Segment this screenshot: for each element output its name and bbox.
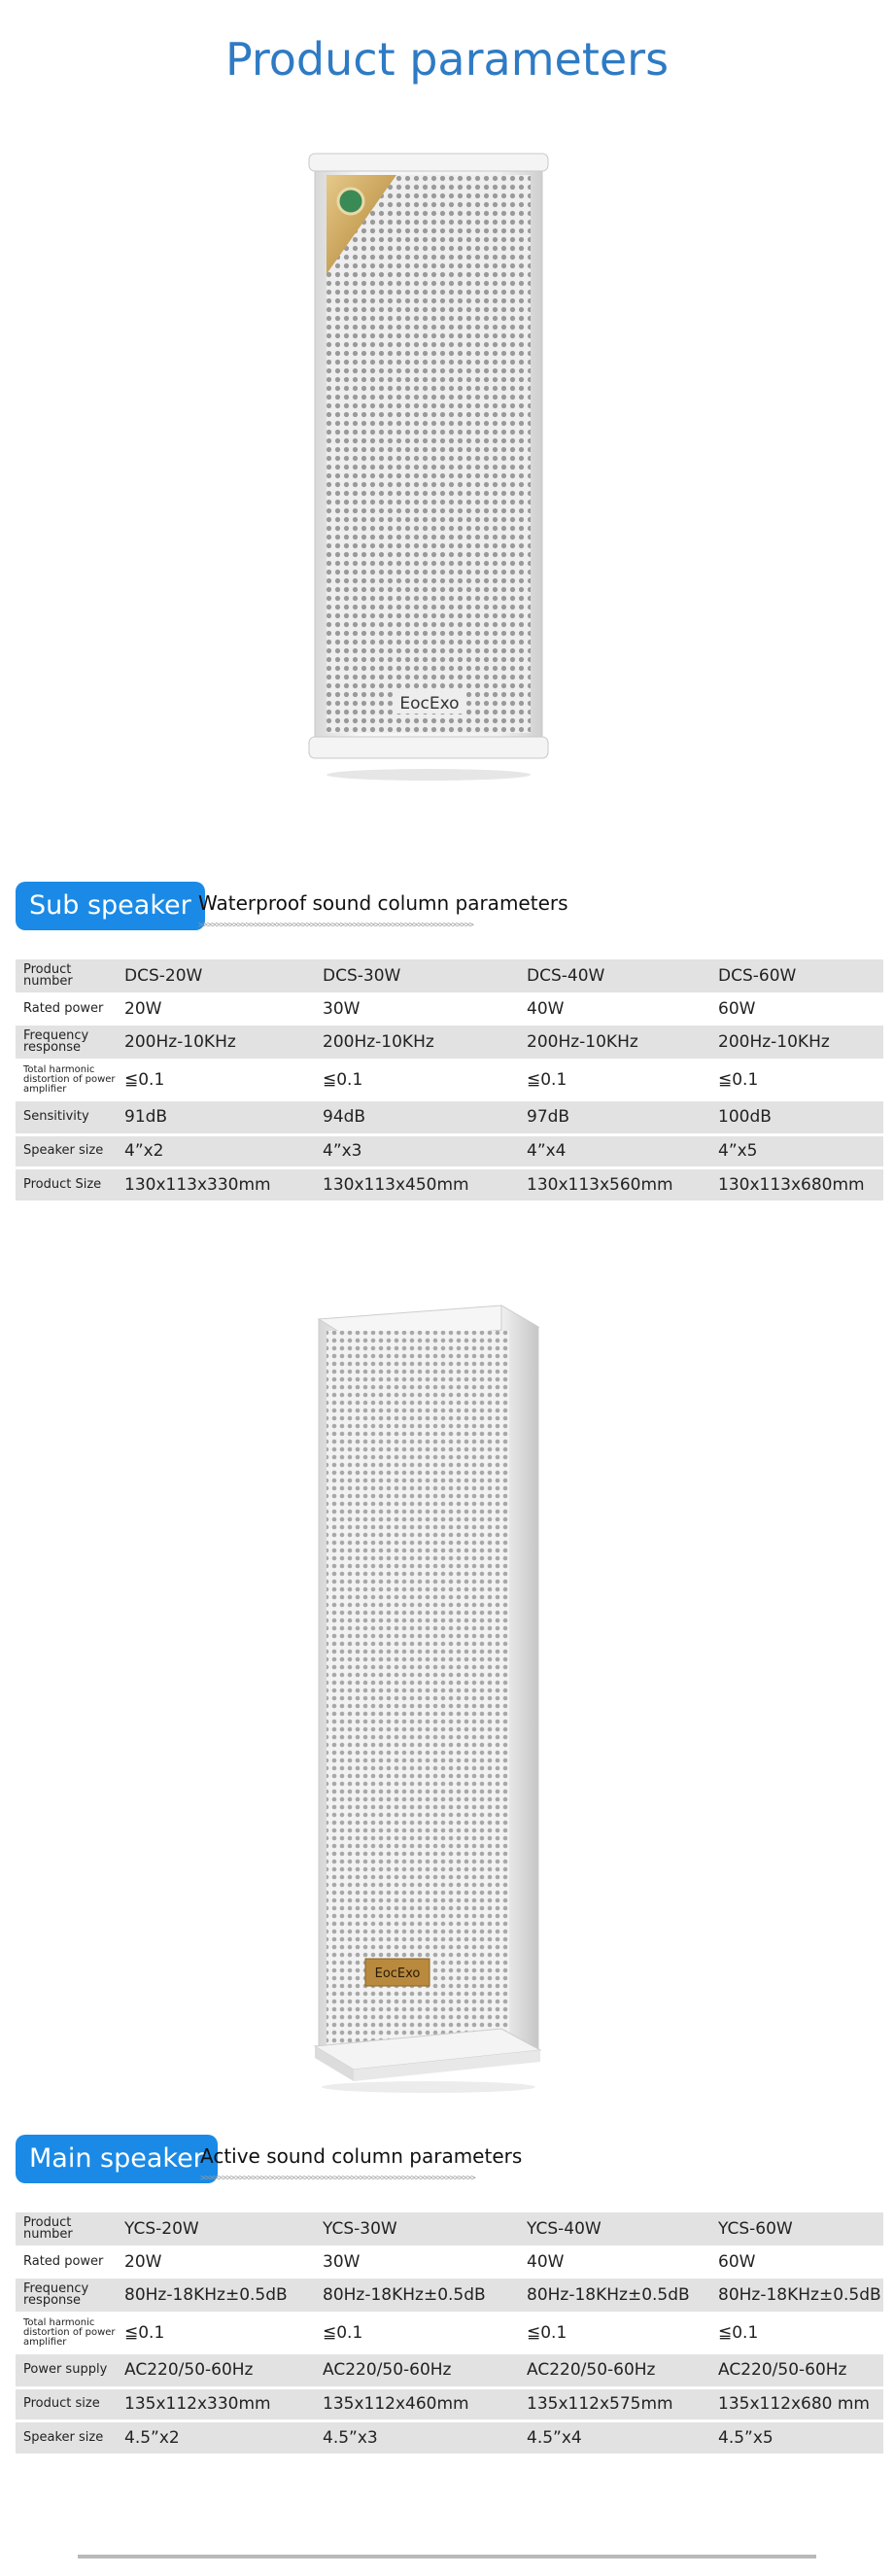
row-label: Sensitivity (16, 1101, 120, 1134)
table-cell: YCS-20W (120, 2212, 319, 2245)
table-cell: ≦0.1 (527, 2323, 567, 2343)
brand-logo: EocExo (374, 1967, 421, 1981)
table-row (16, 2279, 883, 2312)
row-label: Speaker size (16, 2420, 120, 2454)
row-label: Total harmonic distortion of power amplifier (23, 2317, 116, 2348)
table-cell: YCS-40W (523, 2212, 714, 2245)
bottom-divider (78, 2555, 816, 2559)
table-cell: ≦0.1 (718, 1070, 759, 1090)
table-cell: 200Hz-10KHz (120, 1026, 319, 1059)
row-label: Product Size (16, 1167, 120, 1201)
table-cell: 135x112x575mm (523, 2387, 714, 2420)
table-cell: 30W (323, 2252, 361, 2272)
table-cell: 4.5”x4 (523, 2420, 714, 2454)
main-speaker-header (16, 2135, 871, 2183)
table-cell: 40W (527, 999, 565, 1019)
table-cell: AC220/50-60Hz (319, 2354, 523, 2387)
row-label: Product number (16, 2212, 120, 2245)
table-row (16, 2312, 883, 2354)
main-speaker-subtitle: Active sound column parameters (200, 2144, 523, 2168)
table-cell: 91dB (120, 1101, 319, 1134)
table-cell: 4.5”x3 (319, 2420, 523, 2454)
row-label: Rated power (23, 1001, 104, 1016)
table-cell: 135x112x680 mm (714, 2387, 883, 2420)
table-cell: ≦0.1 (124, 2323, 165, 2343)
table-row (16, 1101, 883, 1134)
row-label: Speaker size (16, 1134, 120, 1167)
main-speaker-badge: Main speaker (16, 2135, 218, 2183)
table-cell: 200Hz-10KHz (319, 1026, 523, 1059)
table-row (16, 2387, 883, 2420)
table-cell: 80Hz-18KHz±0.5dB (120, 2279, 319, 2312)
table-cell: DCS-20W (120, 959, 319, 992)
table-cell: DCS-30W (319, 959, 523, 992)
table-cell: 20W (124, 2252, 162, 2272)
table-row (16, 1059, 883, 1101)
table-cell: 80Hz-18KHz±0.5dB (319, 2279, 523, 2312)
table-cell: DCS-40W (523, 959, 714, 992)
table-row (16, 2354, 883, 2387)
sub-speaker-image (307, 148, 550, 789)
sub-speaker-subtitle: Waterproof sound column parameters (198, 891, 568, 915)
sub-speaker-header (16, 882, 871, 930)
table-cell: 94dB (319, 1101, 523, 1134)
table-cell: 200Hz-10KHz (714, 1026, 883, 1059)
sub-speaker-badge: Sub speaker (16, 882, 205, 930)
sub-speaker-table (16, 959, 883, 1201)
page-title: Product parameters (224, 33, 670, 86)
row-label: Power supply (16, 2354, 120, 2387)
table-cell: 4.5”x5 (714, 2420, 883, 2454)
table-row (16, 2420, 883, 2454)
sub-speaker-arrows: >>>>>>>>>>>>>>>>>>>>>>>>>>>>>>>>>>>>>>>>>>>>>>>>>>>>>>>>>>>>>>>> (198, 921, 473, 930)
table-cell: 130x113x560mm (523, 1167, 714, 1201)
table-cell: 135x112x330mm (120, 2387, 319, 2420)
table-cell: 30W (323, 999, 361, 1019)
table-cell: ≦0.1 (718, 2323, 759, 2343)
table-cell: 4”x5 (714, 1134, 883, 1167)
row-label: Frequency response (16, 1026, 120, 1059)
main-speaker-arrows: >>>>>>>>>>>>>>>>>>>>>>>>>>>>>>>>>>>>>>>>>>>>>>>>>>>>>>>>>>>>>>>> (200, 2174, 475, 2183)
table-cell: ≦0.1 (323, 1070, 363, 1090)
table-cell: YCS-60W (714, 2212, 883, 2245)
table-cell: 200Hz-10KHz (523, 1026, 714, 1059)
row-label: Product size (16, 2387, 120, 2420)
table-cell: 130x113x450mm (319, 1167, 523, 1201)
row-label: Frequency response (16, 2279, 120, 2312)
table-cell: 97dB (523, 1101, 714, 1134)
row-label: Product number (16, 959, 120, 992)
table-cell: AC220/50-60Hz (714, 2354, 883, 2387)
brand-logo: EocExo (399, 694, 460, 714)
table-cell: 80Hz-18KHz±0.5dB (523, 2279, 714, 2312)
table-cell: 4”x3 (319, 1134, 523, 1167)
table-cell: 40W (527, 2252, 565, 2272)
table-row (16, 2212, 883, 2245)
table-cell: 60W (718, 999, 756, 1019)
table-row (16, 992, 883, 1026)
table-cell: 130x113x330mm (120, 1167, 319, 1201)
table-cell: 4”x4 (523, 1134, 714, 1167)
table-cell: ≦0.1 (323, 2323, 363, 2343)
table-cell: 4.5”x2 (120, 2420, 319, 2454)
table-row (16, 1167, 883, 1201)
table-cell: ≦0.1 (527, 1070, 567, 1090)
table-cell: DCS-60W (714, 959, 883, 992)
main-speaker-table (16, 2212, 883, 2454)
table-row (16, 1026, 883, 1059)
table-cell: 100dB (714, 1101, 883, 1134)
table-cell: AC220/50-60Hz (120, 2354, 319, 2387)
table-row (16, 959, 883, 992)
table-cell: 135x112x460mm (319, 2387, 523, 2420)
row-label: Rated power (23, 2254, 104, 2269)
table-cell: AC220/50-60Hz (523, 2354, 714, 2387)
table-cell: 20W (124, 999, 162, 1019)
table-cell: 4”x2 (120, 1134, 319, 1167)
table-row (16, 1134, 883, 1167)
table-row (16, 2245, 883, 2279)
main-speaker-image (307, 1298, 560, 2095)
table-cell: ≦0.1 (124, 1070, 165, 1090)
row-label: Total harmonic distortion of power amplifier (23, 1064, 116, 1095)
table-cell: 130x113x680mm (714, 1167, 883, 1201)
table-cell: YCS-30W (319, 2212, 523, 2245)
table-cell: 80Hz-18KHz±0.5dB (714, 2279, 883, 2312)
table-cell: 60W (718, 2252, 756, 2272)
